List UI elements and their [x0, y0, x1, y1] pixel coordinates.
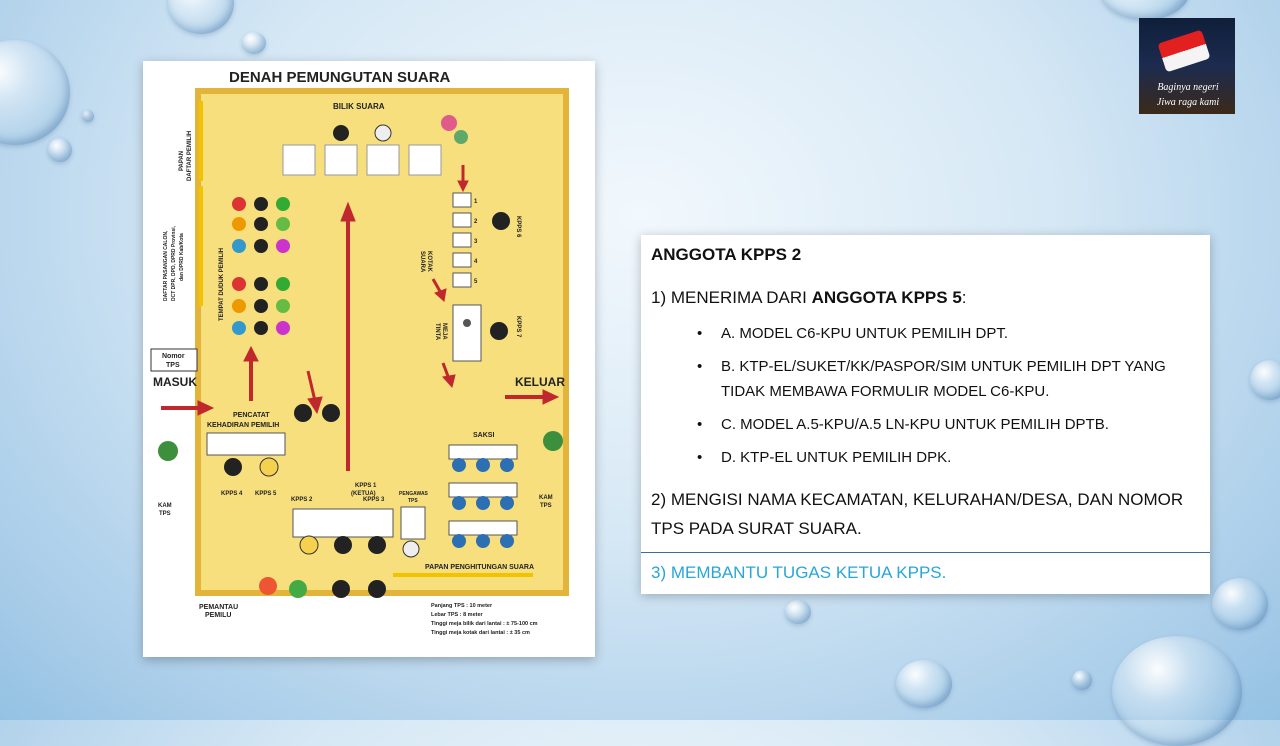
voter-icon [322, 404, 340, 422]
water-droplet-icon [242, 32, 266, 54]
kpps2-duties-card [641, 235, 1210, 594]
duty-3: 3) MEMBANTU TUGAS KETUA KPPS. [651, 563, 947, 582]
daftar-pasangan-board [199, 186, 203, 306]
tps-label: TPS [166, 362, 180, 369]
water-droplet-icon [48, 138, 72, 162]
tps-label-right: TPS [540, 503, 552, 509]
duty-1-sublist [691, 321, 1201, 478]
duty-1-bold: ANGGOTA KPPS 5 [811, 288, 962, 307]
daftar-pasangan-label-1: DAFTAR PASANGAN CALON, [163, 230, 169, 301]
list-item: • A. MODEL C6-KPU UNTUK PEMILIH DPT. [691, 321, 1201, 346]
water-droplet-icon [1072, 670, 1092, 690]
kpps2-figure-icon [300, 536, 318, 554]
meja-label: MEJA [441, 323, 447, 340]
list-item: • C. MODEL A.5-KPU/A.5 LN-KPU UNTUK PEMILIH DPTB. [691, 412, 1201, 437]
suara-label: SUARA [419, 251, 425, 273]
daftar-pasangan-label-2: DCT DPR, DPD, DPRD Provinsi, [171, 225, 177, 301]
kpps7-figure-icon [490, 322, 508, 340]
floor-plan-title: DENAH PEMUNGUTAN SUARA [229, 69, 451, 86]
water-droplet-icon [1100, 0, 1190, 20]
kam-label-right: KAM [539, 495, 553, 501]
tempat-duduk-label: TEMPAT DUDUK PEMILIH [219, 247, 225, 321]
kpps1-label-2: (KETUA) [351, 491, 376, 497]
pencatat-label-2: KEHADIRAN PEMILIH [207, 422, 280, 429]
keluar-label: KELUAR [515, 375, 565, 389]
polling-station-floor-plan [143, 61, 595, 657]
kotak-number: 1 [474, 199, 478, 205]
legend-item: Tinggi meja kotak dari lantai : ± 35 cm [431, 630, 530, 636]
tps-label-left: TPS [159, 511, 171, 517]
water-droplet-icon [168, 0, 234, 34]
legend-item: Tinggi meja bilik dari lantai : ± 75-100 cm [431, 621, 538, 627]
pemilu-label: PEMILU [205, 612, 232, 619]
pengawas-figure-icon [403, 541, 419, 557]
legend-item: Panjang TPS : 10 meter [431, 603, 493, 609]
pengawas-tps-label: TPS [408, 498, 418, 504]
legend [431, 603, 538, 636]
duty-1-colon: : [961, 288, 967, 307]
duty-1 [651, 288, 967, 308]
papan-penghitungan-label: PAPAN PENGHITUNGAN SUARA [425, 564, 535, 571]
papan-penghitungan-board [393, 573, 533, 577]
pemantau-label: PEMANTAU [199, 604, 239, 611]
card-title: ANGGOTA KPPS 2 [651, 245, 802, 264]
water-droplet-icon [785, 600, 811, 624]
kpps4-label: KPPS 4 [221, 491, 243, 497]
voter-icon [375, 125, 391, 141]
voter-icon [333, 125, 349, 141]
kpps1-figure-icon [334, 536, 352, 554]
meja-tinta-table [453, 305, 481, 361]
water-droplet-icon [1250, 360, 1280, 400]
ink-bottle-icon [463, 319, 471, 327]
voter-icon [441, 115, 457, 131]
duty-1-text: 1) MENERIMA DARI [651, 288, 812, 307]
flag-icon [1157, 30, 1210, 73]
pencatat-table [207, 433, 285, 455]
water-droplet-icon [1112, 636, 1242, 746]
kpps6-label: KPPS 6 [515, 216, 521, 238]
papan-daftar-pemilih-board [199, 101, 203, 181]
pencatat-label-1: PENCATAT [233, 412, 270, 419]
kpps6-figure-icon [492, 212, 510, 230]
pengawas-label: PENGAWAS [399, 491, 428, 497]
logo-line-1: Baginya negeri [1157, 82, 1219, 93]
duty-2: 2) MENGISI NAMA KECAMATAN, KELURAHAN/DESA, DAN NOMOR TPS PADA SURAT SUARA. [651, 490, 1184, 538]
tinta-label: TINTA [434, 323, 440, 341]
ballot-boxes [453, 193, 471, 287]
voter-icon [454, 130, 468, 144]
papan-label: PAPAN [179, 150, 185, 171]
kotak-label: KOTAK [426, 251, 432, 272]
kpps3-figure-icon [368, 536, 386, 554]
water-droplet-icon [82, 110, 94, 122]
list-item: • B. KTP-EL/SUKET/KK/PASPOR/SIM UNTUK PEMILIH DPT YANG TIDAK MEMBAWA FORMULIR MODEL C6-KPU. [691, 354, 1201, 404]
kotak-number: 3 [474, 239, 478, 245]
voter-icon [294, 404, 312, 422]
daftar-pasangan-label-3: dan DPRD Kab/Kota [179, 233, 185, 281]
list-item: • D. KTP-EL UNTUK PEMILIH DPK. [691, 445, 1201, 470]
saksi-area [449, 445, 517, 548]
legend-item: Lebar TPS : 8 meter [431, 612, 483, 618]
kpps7-label: KPPS 7 [515, 316, 521, 338]
kpps4-figure-icon [224, 458, 242, 476]
kpps1-label-1: KPPS 1 [355, 483, 377, 489]
kotak-number: 4 [474, 259, 478, 265]
kpps2-label: KPPS 2 [291, 497, 313, 503]
nomor-label: Nomor [162, 353, 185, 360]
masuk-label: MASUK [153, 375, 197, 389]
kpps5-label: KPPS 5 [255, 491, 277, 497]
kpps5-figure-icon [260, 458, 278, 476]
kpps3-label: KPPS 3 [363, 497, 385, 503]
logo-line-2: Jiwa raga kami [1156, 97, 1220, 108]
daftar-pemilih-label: DAFTAR PEMILIH [187, 130, 193, 181]
logo-image [1139, 18, 1235, 114]
water-droplet-icon [0, 40, 70, 145]
kotak-number: 2 [474, 219, 478, 225]
kotak-number: 5 [474, 279, 478, 285]
saksi-label: SAKSI [473, 432, 495, 439]
divider [641, 552, 1210, 553]
water-droplet-icon [1212, 578, 1268, 630]
kpps-table [293, 509, 393, 537]
bilik-suara-label: BILIK SUARA [333, 102, 385, 111]
water-droplet-icon [896, 660, 952, 708]
kam-label-left: KAM [158, 503, 172, 509]
pengawas-table [401, 507, 425, 539]
kam-tps-left-icon [158, 441, 178, 461]
kam-tps-right-icon [543, 431, 563, 451]
